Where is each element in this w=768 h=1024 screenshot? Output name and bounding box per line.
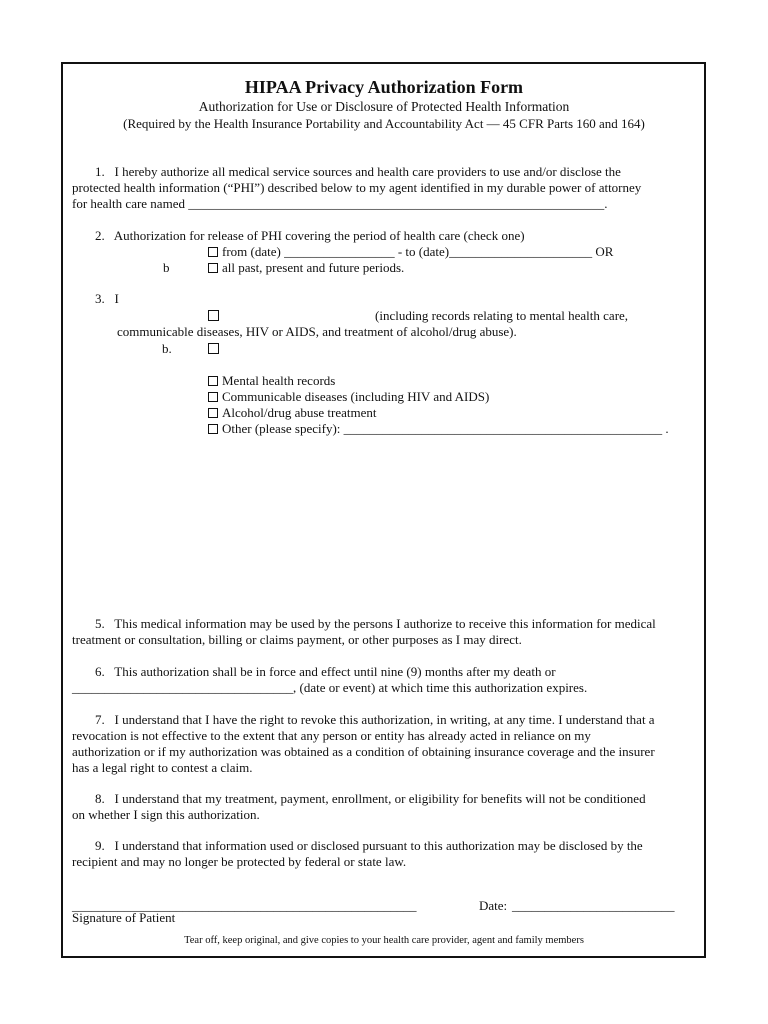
date-label: Date: xyxy=(479,898,508,913)
s3-item-label: Other (please specify): _________________________________________________ . xyxy=(222,421,669,436)
s1-agent-name-field[interactable]: for health care named ________________________________________________________________. xyxy=(72,196,608,211)
signature-label: Signature of Patient xyxy=(72,910,176,925)
s2-option-a-label: from (date) _________________ - to (date)______________________ OR xyxy=(222,244,614,259)
s3-option-a-cont: communicable diseases, HIV or AIDS, and treatment of alcohol/drug abuse). xyxy=(117,324,517,339)
s7-line3: authorization or if my authorization was obtained as a condition of obtaining insurance coverage and the insurer xyxy=(72,744,655,759)
s3-option-b-checkbox[interactable] xyxy=(208,343,219,354)
s3-item-checkbox[interactable] xyxy=(208,408,218,418)
s3-item-alcohol-drug[interactable] xyxy=(208,405,377,421)
footer-note: Tear off, keep original, and give copies to your health care provider, agent and family members xyxy=(184,935,584,946)
s2-option-b-checkbox[interactable] xyxy=(208,263,218,273)
s6-expiry-field[interactable]: __________________________________, (date or event) at which time this authorization expires. xyxy=(72,680,588,695)
s7-line4: has a legal right to contest a claim. xyxy=(72,760,253,775)
s3-option-a-checkbox[interactable] xyxy=(208,310,219,321)
s5-line1: 5. This medical information may be used by the persons I authorize to receive this information for medical xyxy=(95,616,656,631)
s2-option-b[interactable] xyxy=(208,260,404,276)
s8-line1: 8. I understand that my treatment, payment, enrollment, or eligibility for benefits will not be conditioned xyxy=(95,791,646,806)
s3-option-b-letter: b. xyxy=(162,341,172,356)
s3-item-label: Mental health records xyxy=(222,373,336,388)
s8-line2: on whether I sign this authorization. xyxy=(72,807,260,822)
form-title: HIPAA Privacy Authorization Form xyxy=(244,77,524,97)
s1-line1: 1. I hereby authorize all medical service sources and health care providers to use and/or disclose the xyxy=(95,164,621,179)
s9-line2: recipient and may no longer be protected by federal or state law. xyxy=(72,854,407,869)
s2-option-a[interactable] xyxy=(208,244,613,260)
s3-option-a-text: (including records relating to mental health care, xyxy=(375,308,629,323)
s3-item-label: Communicable diseases (including HIV and AIDS) xyxy=(222,389,490,404)
s2-line1: 2. Authorization for release of PHI covering the period of health care (check one) xyxy=(95,228,525,243)
signature-field[interactable]: _____________________________________________________ xyxy=(72,898,417,913)
s2-option-a-checkbox[interactable] xyxy=(208,247,218,257)
s1-line2: protected health information (“PHI”) described below to my agent identified in my durable power of attorney xyxy=(72,180,642,195)
form-subtitle: Authorization for Use or Disclosure of Protected Health Information xyxy=(198,99,570,114)
s3-item-other[interactable] xyxy=(208,421,669,437)
s3-item-checkbox[interactable] xyxy=(208,392,218,402)
s3-item-label: Alcohol/drug abuse treatment xyxy=(222,405,377,420)
s7-line1: 7. I understand that I have the right to revoke this authorization, in writing, at any time. I understand that a xyxy=(95,712,655,727)
s3-item-checkbox[interactable] xyxy=(208,376,218,386)
s3-item-checkbox[interactable] xyxy=(208,424,218,434)
s2-option-b-label: all past, present and future periods. xyxy=(222,260,405,275)
s7-line2: revocation is not effective to the extent that any person or entity has already acted in reliance on my xyxy=(72,728,591,743)
s6-line1: 6. This authorization shall be in force and effect until nine (9) months after my death or xyxy=(95,664,556,679)
s5-line2: treatment or consultation, billing or claims payment, or other purposes as I may direct. xyxy=(72,632,522,647)
s2-option-b-letter: b xyxy=(163,260,170,275)
date-field[interactable]: _________________________ xyxy=(512,898,675,913)
s3-item-communicable[interactable] xyxy=(208,389,489,405)
s3-item-mental-health[interactable] xyxy=(208,373,335,389)
s9-line1: 9. I understand that information used or disclosed pursuant to this authorization may be disclosed by the xyxy=(95,838,643,853)
form-act-line: (Required by the Health Insurance Portability and Accountability Act — 45 CFR Parts 160 and 164) xyxy=(123,116,645,131)
s3-number: 3. I xyxy=(95,291,119,306)
